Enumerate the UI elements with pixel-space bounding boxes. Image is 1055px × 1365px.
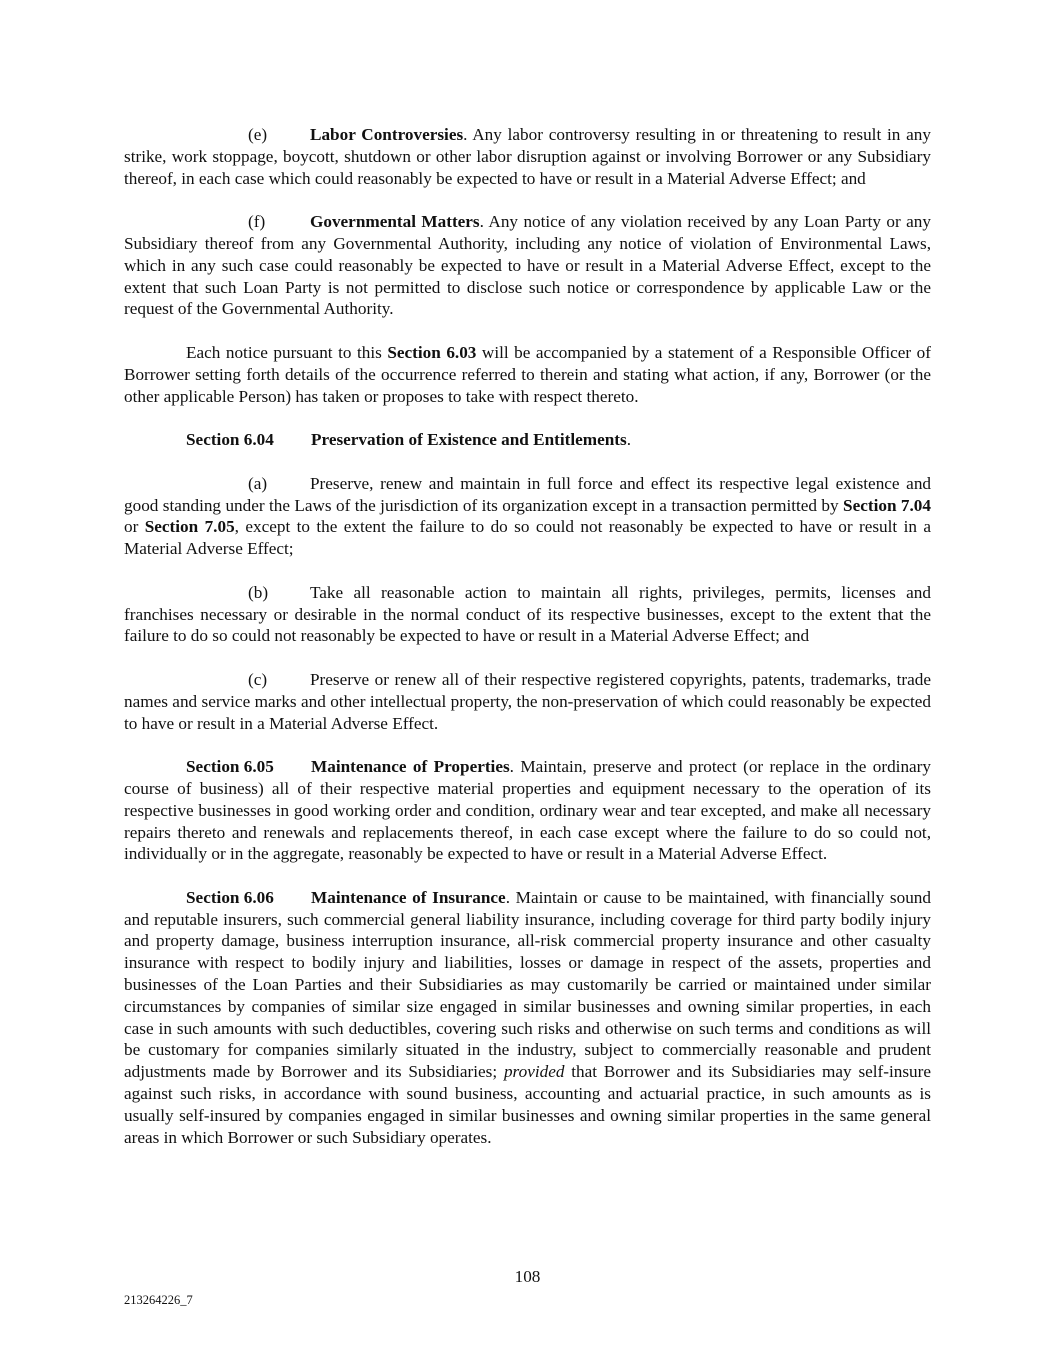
notice-text-post: will be accompanied by a statement of a Responsible Officer of Borrower setting forth details of the occurrence referred to therein and stating what action, if any, Borrower (or the other applicable Person) has taken or proposes to take with respect thereto. — [124, 342, 931, 406]
item-text: . Any labor controversy resulting in or threatening to result in any strike, work stoppage, boycott, shutdown or other labor disruption against or involving Borrower or any Subsidiary thereof, in each case which could reasonably be expected to have or result in a Material Adverse Effect; and — [124, 125, 931, 188]
item-text: or — [124, 517, 145, 537]
section-reference: Section 6.03 — [387, 342, 477, 362]
paragraph-notice — [124, 342, 931, 407]
section-number: Section 6.06 — [186, 887, 274, 907]
item-marker: (e) — [248, 125, 268, 144]
notice-text-pre: Each notice pursuant to this — [186, 342, 388, 362]
page-number: 108 — [514, 1267, 541, 1286]
document-page — [124, 124, 931, 1148]
paragraph-e — [124, 124, 931, 189]
paragraph-b — [124, 582, 931, 647]
item-text: Preserve, renew and maintain in full force and effect its respective legal existence and good standing under the Laws of the jurisdiction of its organization except in a transaction permitted by — [124, 473, 931, 515]
section-6-05 — [124, 756, 931, 865]
heading-period: . — [626, 430, 631, 450]
section-title: Maintenance of Insurance — [311, 887, 506, 907]
section-text: . Maintain or cause to be maintained, with financially sound and reputable insurers, such commercial general liability insurance, including coverage for third party bodily injury and property damage, business interruption insurance, all-risk commercial property insurance and other casualty insurance with respect to bodily injury and liabilities, losses or damage in respect of the assets, properties and businesses of the Loan Parties and their Subsidiaries as may customarily be carried or maintained under similar circumstances by companies of similar size engaged in similar businesses and owning similar properties, in each case in such amounts with such deductibles, covering such risks and otherwise on such terms and conditions as will be customary for companies similarly situated in the industry, subject to commercially reasonable and prudent adjustments made by Borrower and its Subsidiaries; — [124, 887, 931, 1082]
section-title: Maintenance of Properties — [311, 757, 510, 777]
paragraph-c — [124, 669, 931, 734]
section-number: Section 6.05 — [186, 757, 274, 777]
section-reference: Section 7.05 — [144, 517, 235, 537]
paragraph-a — [124, 473, 931, 560]
item-title: Labor Controversies — [310, 125, 464, 144]
item-marker: (b) — [248, 582, 269, 602]
item-text: Take all reasonable action to maintain all rights, privileges, permits, licenses and franchises necessary or desirable in the normal conduct of its respective businesses, except to the extent that the failure to do so could not reasonably be expected to have or result in a Material Adverse Effect; and — [124, 582, 931, 646]
section-text: that Borrower and its Subsidiaries may self-insure against such risks, in accordance with sound business, accounting and actuarial practice, in such amounts as is usually self-insured by companies engaged in similar businesses and owning similar properties in the same general areas in which Borrower or such Subsidiary operates. — [124, 1062, 931, 1147]
section-number: Section 6.04 — [186, 430, 274, 450]
item-marker: (f) — [248, 212, 266, 232]
italic-term: provided — [503, 1062, 565, 1082]
section-6-04-heading — [124, 429, 931, 451]
item-text: , except to the extent the failure to do so could not reasonably be expected to have or result in a Material Adverse Effect; — [124, 517, 931, 559]
section-title: Preservation of Existence and Entitlements — [311, 430, 627, 450]
paragraph-f — [124, 211, 931, 320]
item-text: . Any notice of any violation received by any Loan Party or any Subsidiary thereof from any Governmental Authority, including any notice of violation of Environmental Laws, which in any such case could reasonably be expected to have or result in a Material Adverse Effect, except to the extent that such Loan Party is not permitted to disclose such notice or correspondence by applicable Law or the request of the Governmental Authority. — [124, 212, 931, 319]
section-text: . Maintain, preserve and protect (or replace in the ordinary course of business) all of their respective material properties and equipment necessary to the operation of its respective businesses in good working order and condition, ordinary wear and tear excepted, and make all necessary repairs thereto and renewals and replacements thereof, in each case except where the failure to do so could not, individually or in the aggregate, reasonably be expected to have or result in a Material Adverse Effect. — [124, 757, 931, 864]
item-text: Preserve or renew all of their respective registered copyrights, patents, trademarks, trade names and service marks and other intellectual property, the non-preservation of which could reasonably be expected to have or result in a Material Adverse Effect. — [124, 669, 931, 733]
item-marker: (a) — [248, 473, 268, 493]
section-reference: Section 7.04 — [843, 495, 931, 515]
document-id: 213264226_7 — [124, 1293, 193, 1307]
item-title: Governmental Matters — [310, 212, 480, 232]
section-6-06 — [124, 887, 931, 1149]
item-marker: (c) — [248, 669, 268, 689]
